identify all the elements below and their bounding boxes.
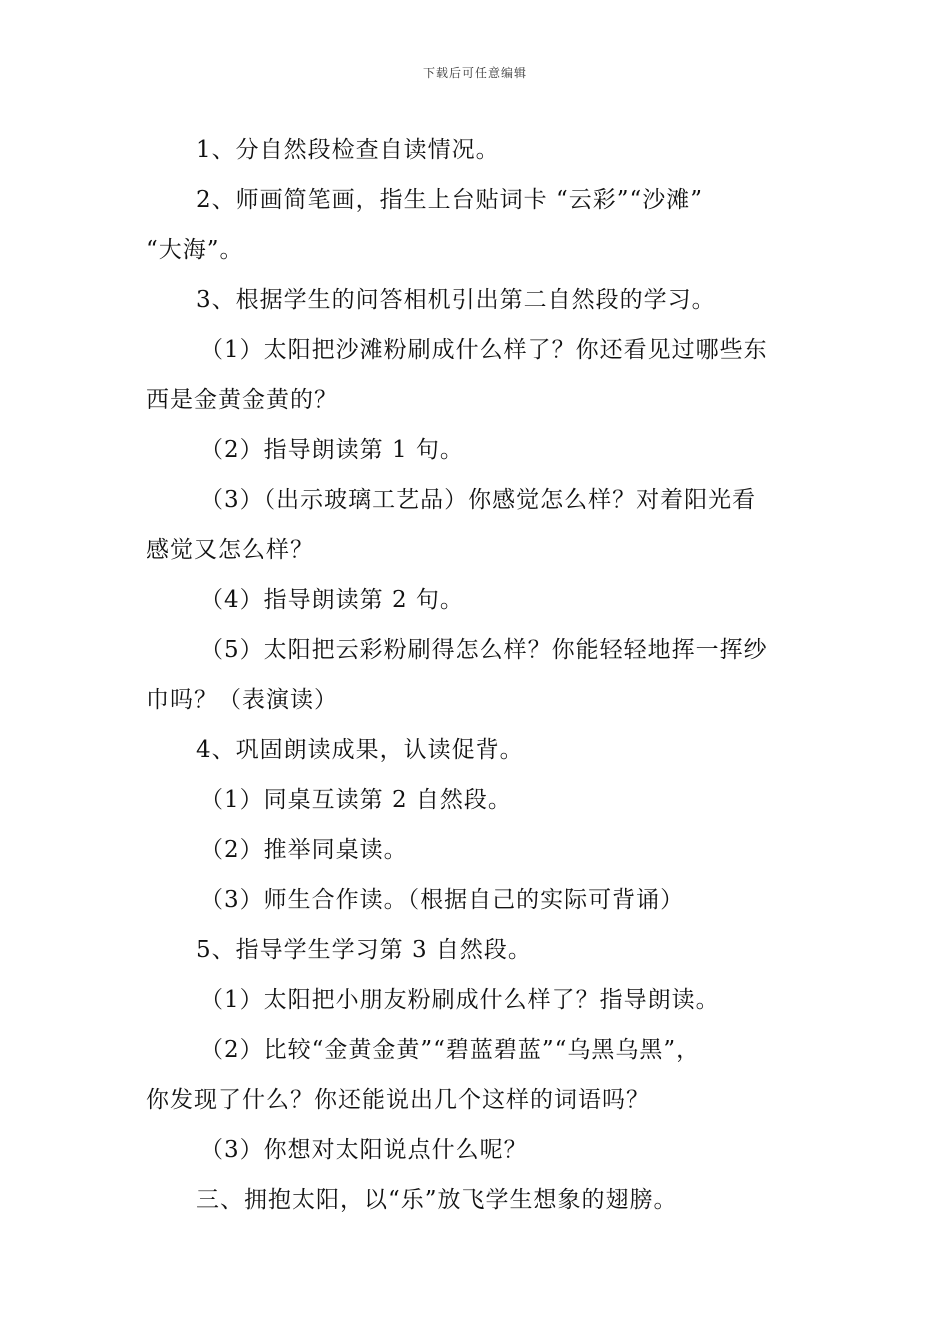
paragraph-line: （1）同桌互读第 2 自然段。 [200,787,512,813]
paragraph-line: 巾吗？（表演读） [146,687,338,713]
paragraph-line: 5、指导学生学习第 3 自然段。 [196,937,532,963]
paragraph-line: （1）太阳把沙滩粉刷成什么样了？你还看见过哪些东 [200,337,768,363]
paragraph-line: （3）你想对太阳说点什么呢？ [200,1137,528,1163]
paragraph-line: （2）指导朗读第 1 句。 [200,437,464,463]
paragraph-line: （4）指导朗读第 2 句。 [200,587,464,613]
paragraph-line: “大海”。 [146,237,244,263]
paragraph-line: 2、师画简笔画，指生上台贴词卡 “云彩”“沙滩” [196,187,703,213]
paragraph-line: 西是金黄金黄的？ [146,387,338,413]
paragraph-line: （2）推举同桌读。 [200,837,408,863]
paragraph-line: （2）比较“金黄金黄”“碧蓝碧蓝”“乌黑乌黑”， [200,1037,701,1063]
paragraph-line: （3）师生合作读。（根据自己的实际可背诵） [200,887,685,913]
paragraph-line: （3）（出示玻璃工艺品）你感觉怎么样？对着阳光看 [200,487,757,513]
paragraph-line: 感觉又怎么样？ [146,537,314,563]
paragraph-line: 1、分自然段检查自读情况。 [196,137,500,163]
paragraph-line: （5）太阳把云彩粉刷得怎么样？你能轻轻地挥一挥纱 [200,637,768,663]
page-header: 下载后可任意编辑 [422,66,527,80]
paragraph-line: 3、根据学生的问答相机引出第二自然段的学习。 [196,287,716,313]
paragraph-line: 你发现了什么？你还能说出几个这样的词语吗？ [146,1087,650,1113]
paragraph-line: 三、拥抱太阳，以“乐”放飞学生想象的翅膀。 [196,1187,678,1213]
paragraph-line: （1）太阳把小朋友粉刷成什么样了？指导朗读。 [200,987,720,1013]
paragraph-line: 4、巩固朗读成果，认读促背。 [196,737,524,763]
